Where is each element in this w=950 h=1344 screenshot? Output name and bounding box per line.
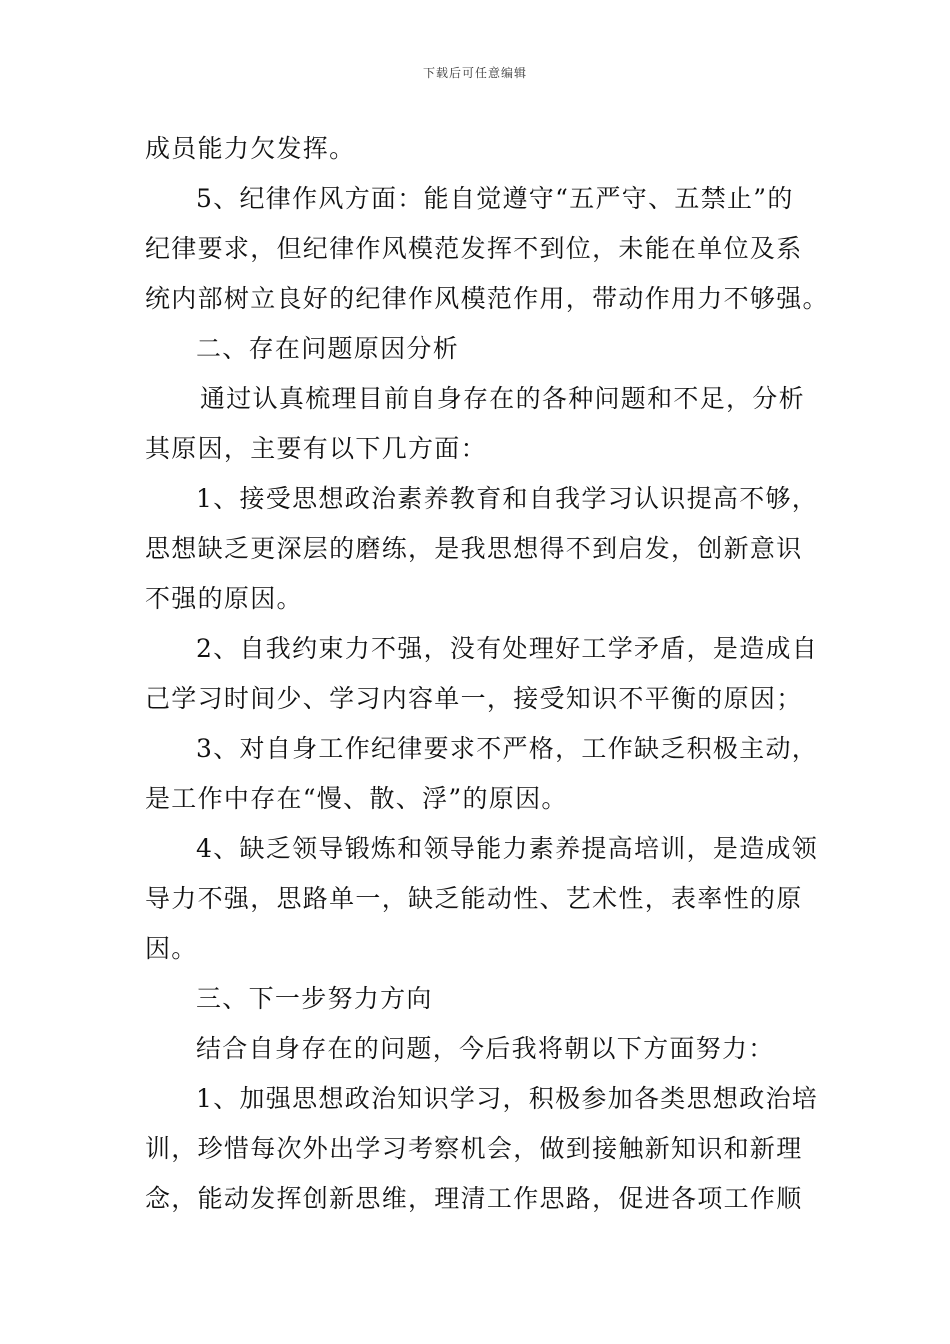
page-header: 下载后可任意编辑 — [422, 66, 527, 80]
body-line: 导力不强，思路单一，缺乏能动性、艺术性，表率性的原 — [145, 884, 803, 913]
body-line: 4、缺乏领导锻炼和领导能力素养提高培训，是造成领 — [196, 834, 819, 863]
body-line: 其原因，主要有以下几方面： — [145, 434, 487, 463]
body-line: 2、自我约束力不强，没有处理好工学矛盾，是造成自 — [196, 634, 819, 663]
body-line: 成员能力欠发挥。 — [145, 134, 356, 163]
body-line: 1、接受思想政治素养教育和自我学习认识提高不够， — [196, 484, 819, 513]
body-line: 纪律要求，但纪律作风模范发挥不到位，未能在单位及系 — [145, 234, 803, 263]
body-line: 训，珍惜每次外出学习考察机会，做到接触新知识和新理 — [145, 1134, 803, 1163]
body-line: 1、加强思想政治知识学习，积极参加各类思想政治培 — [196, 1084, 819, 1113]
body-line: 统内部树立良好的纪律作风模范作用，带动作用力不够强。 — [145, 284, 829, 313]
section-heading: 二、存在问题原因分析 — [196, 334, 460, 363]
body-line: 5、纪律作风方面：能自觉遵守“五严守、五禁止”的 — [196, 184, 794, 213]
body-line: 己学习时间少、学习内容单一，接受知识不平衡的原因； — [145, 684, 803, 713]
body-line: 通过认真梳理目前自身存在的各种问题和不足，分析 — [200, 384, 805, 413]
body-line: 因。 — [145, 934, 198, 963]
body-line: 不强的原因。 — [145, 584, 303, 613]
body-line: 是工作中存在“慢、散、浮”的原因。 — [145, 784, 568, 813]
body-line: 结合自身存在的问题，今后我将朝以下方面努力： — [196, 1034, 775, 1063]
section-heading: 三、下一步努力方向 — [196, 984, 433, 1013]
body-line: 3、对自身工作纪律要求不严格，工作缺乏积极主动， — [196, 734, 819, 763]
body-line: 思想缺乏更深层的磨练，是我思想得不到启发，创新意识 — [145, 534, 803, 563]
body-line: 念，能动发挥创新思维，理清工作思路，促进各项工作顺 — [145, 1184, 803, 1213]
